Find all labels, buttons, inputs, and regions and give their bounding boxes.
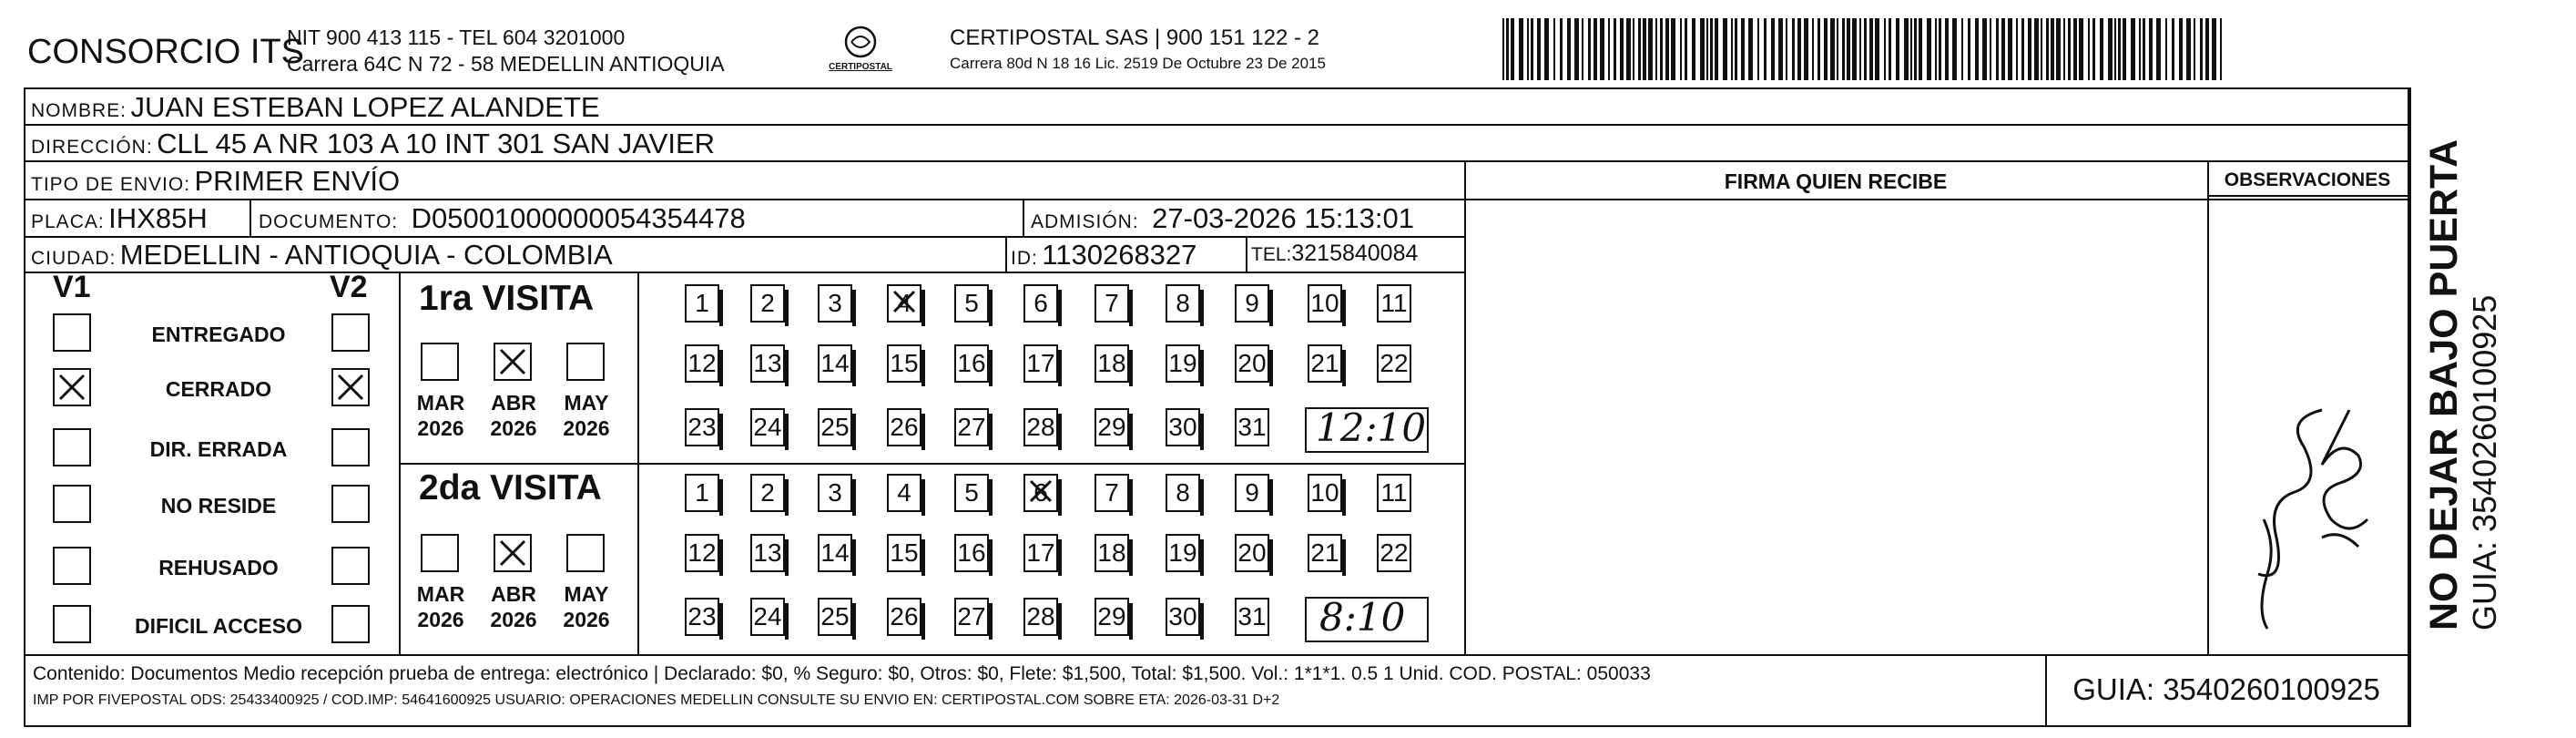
day-box[interactable]: 20 [1235, 534, 1269, 572]
v2-checkbox[interactable] [331, 368, 370, 406]
day-box[interactable]: 20 [1235, 344, 1269, 383]
day-box[interactable]: 24 [750, 598, 785, 636]
x-mark-icon [497, 346, 530, 379]
barcode-icon [1502, 18, 2231, 80]
side-guia: GUIA: 3540260100925 [2466, 294, 2503, 630]
month-checkbox[interactable] [566, 343, 605, 381]
courier-line-1: CERTIPOSTAL SAS | 900 151 122 - 2 [950, 26, 1319, 50]
day-box[interactable]: 15 [887, 534, 921, 572]
x-mark-icon [335, 372, 368, 405]
visit2-time: 8:10 [1319, 595, 1406, 640]
day-box[interactable]: 25 [818, 408, 852, 446]
footer-contenido: Contenido: Documentos Medio recepción prueba de entrega: electrónico | Declarado: $0, % Seguro: $0, Otros: $0, Flete: $1,500, Total: $1,500. Vol.: 1*1*1. 0.5 1 Unid. COD. POSTAL: 050033 [33, 663, 1651, 684]
day-box[interactable]: 23 [685, 598, 719, 636]
visit2-title: 2da VISITA [419, 468, 602, 507]
tel-value: 3215840084 [1291, 241, 1419, 266]
day-box[interactable]: 1 [685, 474, 719, 512]
visit1-title: 1ra VISITA [419, 279, 595, 318]
id-row [1011, 239, 1196, 272]
day-box[interactable]: 26 [887, 408, 921, 446]
day-box[interactable]: 31 [1235, 598, 1269, 636]
footer-imp: IMP POR FIVEPOSTAL ODS: 25433400925 / COD.IMP: 54641600925 USUARIO: OPERACIONES MEDELLIN CONSULTE SU ENVIO EN: CERTIPOSTAL.COM SOBRE ETA: 2026-03-31 D+2 [33, 692, 1280, 708]
documento-value: D05001000000054354478 [411, 202, 746, 234]
day-box[interactable]: 19 [1166, 534, 1200, 572]
day-box[interactable]: 13 [750, 344, 785, 383]
day-box[interactable]: 12 [685, 534, 719, 572]
firma-header: FIRMA QUIEN RECIBE [1724, 169, 1948, 193]
day-box[interactable]: 25 [818, 598, 852, 636]
day-box[interactable]: 24 [750, 408, 785, 446]
status-label: ENTREGADO [151, 323, 286, 346]
no-dejar-bajo-puerta: NO DEJAR BAJO PUERTA [2422, 138, 2466, 630]
month-label: MAR 2026 [416, 391, 465, 440]
day-number: 6 [1033, 478, 1048, 507]
status-label: CERRADO [165, 377, 272, 401]
day-box[interactable]: 22 [1377, 344, 1411, 383]
day-box[interactable]: 9 [1235, 284, 1269, 323]
v1-checkbox[interactable] [53, 547, 91, 585]
visit1-time: 12:10 [1316, 405, 1427, 450]
day-box[interactable]: 5 [954, 284, 989, 323]
month-checkbox[interactable] [494, 534, 532, 572]
logo-text: CERTIPOSTAL [829, 62, 892, 72]
placa-row [31, 202, 208, 235]
handwritten-signature-icon [2213, 301, 2404, 647]
observaciones-header: OBSERVACIONES [2207, 169, 2408, 197]
day-box[interactable]: 21 [1308, 534, 1342, 572]
ciudad-row [31, 239, 613, 272]
x-mark-icon [891, 288, 920, 317]
day-box[interactable]: 23 [685, 408, 719, 446]
month-checkbox[interactable] [421, 343, 459, 381]
day-box[interactable]: 1 [685, 284, 719, 323]
v2-header: V2 [330, 270, 368, 304]
nombre-value: JUAN ESTEBAN LOPEZ ALANDETE [130, 91, 600, 123]
day-box[interactable]: 14 [818, 344, 852, 383]
status-label: REHUSADO [158, 556, 279, 579]
footer-guia: GUIA: 3540260100925 [2072, 672, 2380, 706]
day-box[interactable]: 18 [1095, 344, 1129, 383]
x-mark-icon [56, 372, 89, 405]
day-box[interactable]: 28 [1023, 408, 1058, 446]
v2-checkbox[interactable] [331, 547, 370, 585]
day-number: 4 [897, 289, 911, 317]
visit2-time-box [1305, 597, 1429, 642]
documento-label: DOCUMENTO: [259, 211, 399, 232]
month-label: MAY 2026 [563, 582, 610, 631]
month-label: ABR 2026 [490, 582, 537, 631]
courier-line-2: Carrera 80d N 18 16 Lic. 2519 De Octubre 23 De 2015 [950, 55, 1326, 72]
v2-checkbox[interactable] [331, 313, 370, 352]
day-box[interactable]: 18 [1095, 534, 1129, 572]
v1-header: V1 [53, 270, 91, 304]
day-box[interactable]: 10 [1308, 474, 1342, 512]
day-box[interactable]: 22 [1377, 534, 1411, 572]
company-line-2: Carrera 64C N 72 - 58 MEDELLIN ANTIOQUIA [287, 52, 725, 76]
status-label: NO RESIDE [160, 494, 277, 518]
day-box[interactable]: 14 [818, 534, 852, 572]
x-mark-icon [1027, 477, 1056, 507]
day-box[interactable]: 17 [1023, 344, 1058, 383]
day-box[interactable]: 8 [1166, 284, 1200, 323]
day-box[interactable]: 26 [887, 598, 921, 636]
day-box[interactable]: 11 [1377, 474, 1411, 512]
day-box[interactable]: 7 [1095, 284, 1129, 323]
day-box[interactable] [1023, 474, 1058, 512]
company-line-1: NIT 900 413 115 - TEL 604 3201000 [287, 26, 626, 49]
placa-label: PLACA: [31, 211, 105, 232]
day-box[interactable]: 17 [1023, 534, 1058, 572]
v2-checkbox[interactable] [331, 485, 370, 523]
nombre-row [31, 91, 600, 124]
direccion-label: DIRECCIÓN: [31, 137, 153, 158]
id-label: ID: [1011, 248, 1038, 269]
v1-checkbox[interactable] [53, 313, 91, 352]
day-box[interactable]: 15 [887, 344, 921, 383]
documento-row [259, 202, 746, 235]
day-box[interactable]: 13 [750, 534, 785, 572]
day-box[interactable]: 2 [750, 474, 785, 512]
tel-label: TEL: [1251, 244, 1292, 265]
day-box[interactable]: 16 [954, 534, 989, 572]
day-box[interactable] [887, 284, 921, 323]
v2-checkbox[interactable] [331, 428, 370, 466]
direccion-row [31, 128, 715, 160]
day-box[interactable]: 8 [1166, 474, 1200, 512]
visit1-time-box [1305, 407, 1429, 453]
day-box[interactable]: 30 [1166, 408, 1200, 446]
status-label: DIR. ERRADA [149, 437, 288, 461]
month-label: MAR 2026 [416, 582, 465, 631]
month-checkbox[interactable] [421, 534, 459, 572]
tipo-value: PRIMER ENVÍO [194, 165, 401, 197]
day-box[interactable]: 27 [954, 408, 989, 446]
day-box[interactable]: 3 [818, 474, 852, 512]
x-mark-icon [497, 538, 530, 570]
day-box[interactable]: 6 [1023, 284, 1058, 323]
day-box[interactable]: 19 [1166, 344, 1200, 383]
day-box[interactable]: 4 [887, 474, 921, 512]
day-box[interactable]: 11 [1377, 284, 1411, 323]
tipo-row [31, 165, 400, 198]
direccion-value: CLL 45 A NR 103 A 10 INT 301 SAN JAVIER [157, 128, 716, 159]
v1-checkbox[interactable] [53, 605, 91, 643]
v1-checkbox[interactable] [53, 485, 91, 523]
day-box[interactable]: 29 [1095, 598, 1129, 636]
month-label: ABR 2026 [490, 391, 537, 440]
nombre-label: NOMBRE: [31, 100, 127, 121]
day-box[interactable]: 7 [1095, 474, 1129, 512]
company-name: CONSORCIO ITS [27, 33, 305, 71]
day-box[interactable]: 21 [1308, 344, 1342, 383]
day-box[interactable]: 27 [954, 598, 989, 636]
certipostal-logo [810, 24, 911, 78]
day-box[interactable]: 31 [1235, 408, 1269, 446]
v1-checkbox[interactable] [53, 428, 91, 466]
day-box[interactable]: 5 [954, 474, 989, 512]
v1-checkbox[interactable] [53, 368, 91, 406]
ciudad-value: MEDELLIN - ANTIOQUIA - COLOMBIA [119, 239, 613, 271]
day-box[interactable]: 16 [954, 344, 989, 383]
day-box[interactable]: 28 [1023, 598, 1058, 636]
day-box[interactable]: 12 [685, 344, 719, 383]
status-label: DIFICIL ACCESO [134, 614, 302, 638]
ciudad-label: CIUDAD: [31, 248, 117, 269]
month-label: MAY 2026 [563, 391, 610, 440]
day-box[interactable]: 29 [1095, 408, 1129, 446]
tel-row [1251, 241, 1418, 267]
v2-checkbox[interactable] [331, 605, 370, 643]
admision-value: 27-03-2026 15:13:01 [1152, 202, 1414, 234]
tipo-label: TIPO DE ENVIO: [31, 174, 191, 195]
admision-label: ADMISIÓN: [1031, 211, 1139, 232]
admision-row [1031, 202, 1414, 235]
day-box[interactable]: 30 [1166, 598, 1200, 636]
day-box[interactable]: 9 [1235, 474, 1269, 512]
placa-value: IHX85H [108, 202, 208, 234]
day-box[interactable]: 10 [1308, 284, 1342, 323]
side-text [2422, 139, 2504, 630]
month-checkbox[interactable] [494, 343, 532, 381]
month-checkbox[interactable] [566, 534, 605, 572]
id-value: 1130268327 [1042, 239, 1197, 271]
day-box[interactable]: 2 [750, 284, 785, 323]
day-box[interactable]: 3 [818, 284, 852, 323]
